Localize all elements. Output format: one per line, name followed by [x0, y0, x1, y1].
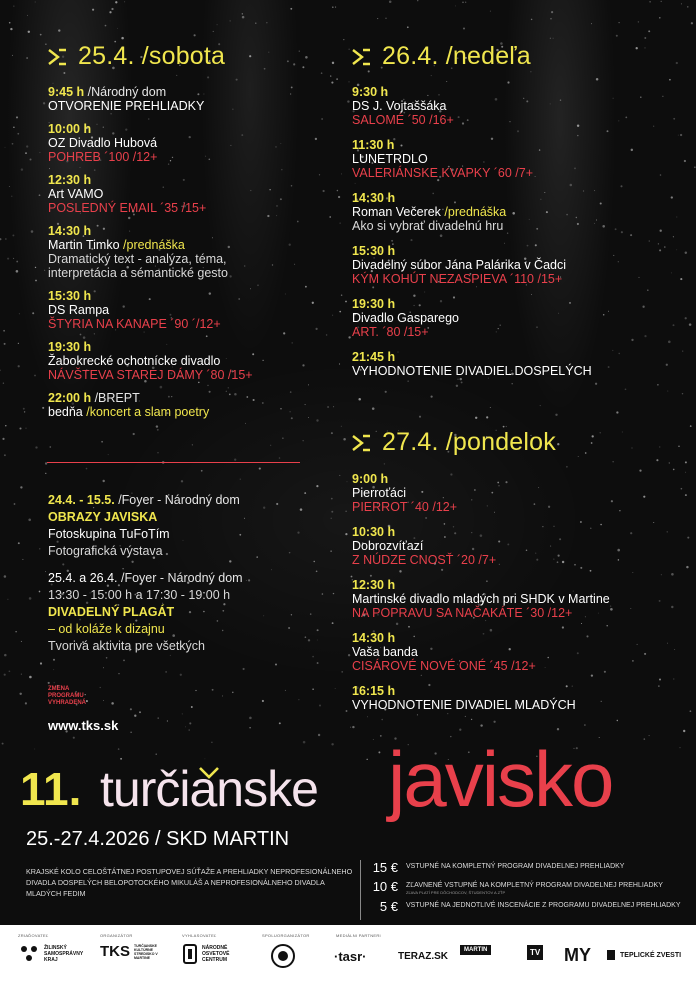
day-title: 26.4. /nedeľa	[382, 42, 531, 70]
price-item	[368, 879, 690, 895]
tasr-logo: ·tasr·	[334, 949, 367, 964]
exhibit-when: 24.4. - 15.5. /Foyer - Národný dom	[48, 493, 240, 507]
caron-mark-icon	[198, 766, 220, 780]
play-title: VALERIÁNSKE KVAPKY ´60 /7+	[352, 166, 533, 180]
program-event	[352, 472, 682, 514]
performer-name: DS J. Vojtaššáka	[352, 99, 447, 113]
play-title: KÝM KOHÚT NEZASPIEVA ´110 /15+	[352, 272, 563, 286]
price-label: VSTUPNÉ NA JEDNOTLIVÉ INSCENÁCIE Z PROGRAMU DIVADELNEJ PREHLIADKY	[406, 902, 681, 909]
event-name	[352, 698, 682, 712]
exhibit-item	[48, 570, 318, 655]
program-event	[352, 244, 672, 286]
coorganizer-logo	[270, 943, 296, 969]
performer-name: Žabokrecké ochotnícke divadlo	[48, 354, 221, 368]
performer-name: Dobrozvíťazí	[352, 539, 424, 553]
website-link[interactable]: www.tks.sk	[48, 718, 119, 733]
performer-name: Art VAMO	[48, 187, 104, 201]
program-event	[352, 350, 672, 378]
program-event	[352, 297, 672, 339]
caption-organizer: ORGANIZÁTOR	[100, 933, 133, 938]
play-title: CISÁROVÉ NOVÉ ONÉ ´45 /12+	[352, 659, 536, 673]
program-event	[48, 122, 308, 164]
event-name	[352, 258, 672, 272]
time-value: 14:30 h	[48, 224, 92, 238]
performer-name: Martin Timko	[48, 238, 120, 252]
performer-name: Pierroťáci	[352, 486, 407, 500]
event-name	[48, 354, 308, 368]
event-time	[352, 297, 672, 311]
program-event	[352, 138, 672, 180]
play-title: NA POPRAVU SA NAČAKÁTE ´30 /12+	[352, 606, 573, 620]
day-header-saturday	[46, 42, 225, 71]
time-value: 12:30 h	[48, 173, 92, 187]
time-value: 12:30 h	[352, 578, 396, 592]
event-name	[352, 364, 672, 378]
performer-name: bedňa	[48, 405, 83, 419]
event-venue: /Národný dom	[84, 85, 167, 99]
event-time	[352, 138, 672, 152]
program-event	[48, 391, 308, 419]
event-name	[48, 238, 308, 252]
teplicke-logo: TEPLICKÉ ZVESTI	[606, 949, 681, 961]
event-type: /prednáška	[440, 205, 507, 219]
sunday-program	[352, 85, 672, 389]
event-name	[48, 99, 308, 113]
exhibit-title: DIVADELNÝ PLAGÁT	[48, 605, 175, 619]
price-label: ZĽAVNENÉ VSTUPNÉ NA KOMPLETNÝ PROGRAM DIVADELNEJ PREHLIADKY	[406, 882, 663, 889]
play-title: SALOMÉ ´50 /16+	[352, 113, 454, 127]
performer-name: LUNETRDLO	[352, 152, 428, 166]
price-list	[368, 860, 690, 918]
dates-venue: 25.-27.4.2026 / SKD MARTIN	[26, 828, 290, 850]
time-value: 19:30 h	[48, 340, 92, 354]
event-name	[48, 405, 308, 419]
exhibits-section	[48, 492, 318, 655]
play-title: PIERROT ´40 /12+	[352, 500, 458, 514]
price-label: VSTUPNÉ NA KOMPLETNÝ PROGRAM DIVADELNEJ PREHLIADKY	[406, 863, 625, 870]
performer-name: VYHODNOTENIE DIVADIEL MLADÝCH	[352, 698, 576, 712]
exhibit-when: 25.4. a 26.4. /Foyer - Národný dom	[48, 571, 243, 585]
time-value: 21:45 h	[352, 350, 396, 364]
event-name	[352, 539, 682, 553]
caption-media-partners: MEDIÁLNI PARTNERI	[336, 933, 381, 938]
event-time	[48, 391, 308, 405]
play-title: POHREB ´100 /12+	[48, 150, 158, 164]
exhibit-title: OBRAZY JAVISKA	[48, 510, 158, 524]
event-name	[352, 592, 682, 606]
performer-name: OTVORENIE PREHLIADKY	[48, 99, 205, 113]
event-name	[352, 311, 672, 325]
time-value: 10:30 h	[352, 525, 396, 539]
exhibit-desc: Tvorivá aktivita pre všetkých	[48, 639, 205, 653]
event-time	[48, 85, 308, 99]
event-venue: /BREPT	[91, 391, 140, 405]
day-header-sunday	[350, 42, 531, 71]
time-value: 10:00 h	[48, 122, 92, 136]
event-name	[352, 205, 672, 219]
event-name	[352, 645, 682, 659]
event-time	[352, 684, 682, 698]
saturday-program	[48, 85, 308, 428]
tv-logo: TV	[527, 945, 543, 960]
exhibit-hours: 13:30 - 15:00 h a 17:30 - 19:00 h	[48, 588, 231, 602]
title-word-turcianske: turčianske	[100, 761, 318, 817]
price-amount: 10 €	[372, 879, 398, 894]
event-description: Dramatický text - analýza, téma,	[48, 252, 227, 266]
performer-name: DS Rampa	[48, 303, 110, 317]
time-value: 9:00 h	[352, 472, 389, 486]
program-event	[48, 340, 308, 382]
day-header-monday	[350, 428, 556, 457]
event-name	[352, 486, 682, 500]
program-event	[48, 224, 308, 280]
event-description: Ako si vybrať divadelnú hru	[352, 219, 504, 233]
event-time	[48, 224, 308, 238]
event-time	[352, 578, 682, 592]
program-event	[352, 191, 672, 233]
performer-name: VYHODNOTENIE DIVADIEL DOSPELÝCH	[352, 364, 592, 378]
program-event	[352, 684, 682, 712]
day-title: 25.4. /sobota	[78, 42, 226, 70]
price-item	[368, 860, 690, 875]
time-value: 9:45 h	[48, 85, 85, 99]
festival-description: KRAJSKÉ KOLO CELOŠTÁTNEJ POSTUPOVEJ SÚŤAŽE A PREHLIADKY NEPROFESIONÁLNEHO DIVADLA DOSPELÝCH BELOPOTOCKÉHO MIKULÁŠ A NEPROFESIONÁLNEHO DIVADLA MLADÝCH FEDIM	[26, 867, 353, 898]
event-time	[48, 289, 308, 303]
event-name	[352, 99, 672, 113]
time-value: 16:15 h	[352, 684, 396, 698]
event-time	[48, 340, 308, 354]
exhibit-item	[48, 492, 318, 560]
newspaper-icon	[606, 949, 616, 961]
event-time	[352, 350, 672, 364]
event-type: /koncert a slam poetry	[82, 405, 210, 419]
my-logo: MY	[564, 945, 591, 965]
sponsor-footer	[0, 925, 696, 984]
performer-name: Divadlo Gasparego	[352, 311, 460, 325]
play-title: NÁVŠTEVA STAREJ DÁMY ´80 /15+	[48, 368, 253, 382]
performer-name: Vaša banda	[352, 645, 418, 659]
arrow-mark-icon	[350, 46, 372, 68]
price-amount: 5 €	[379, 899, 398, 914]
section-divider	[47, 462, 300, 463]
event-time	[352, 244, 672, 258]
time-value: 14:30 h	[352, 631, 396, 645]
seal-icon	[270, 943, 296, 969]
price-item	[368, 899, 690, 914]
tks-logo: TKS TURČIANSKE KULTÚRNE STREDISKO V MARTINE	[100, 943, 158, 960]
program-change-notice: ZMENA PROGRAMU VYHRADENÁ	[48, 686, 87, 706]
performer-name: Roman Večerek	[352, 205, 441, 219]
performer-name: Divadelný súbor Jána Palárika v Čadci	[352, 258, 566, 272]
arrow-mark-icon	[350, 432, 372, 454]
program-event	[352, 578, 682, 620]
time-value: 19:30 h	[352, 297, 396, 311]
program-event	[352, 525, 682, 567]
exhibit-desc: Fotografická výstava	[48, 544, 163, 558]
caption-coorganizer: SPOLUORGANIZÁTOR	[262, 933, 310, 938]
event-name	[48, 136, 308, 150]
martin-logo: MARTIN	[460, 945, 491, 955]
program-event	[352, 631, 682, 673]
arrow-mark-icon	[46, 46, 68, 68]
event-time	[352, 85, 672, 99]
event-time	[352, 525, 682, 539]
edition-number: 11.	[20, 763, 82, 815]
program-event	[48, 289, 308, 331]
event-time	[48, 173, 308, 187]
monday-program	[352, 472, 682, 723]
price-note: ZĽAVA PLATÍ PRE DÔCHODCOV, ŠTUDENTOV A ZŤP	[406, 890, 506, 895]
play-title: Z NÚDZE CNOSŤ ´20 /7+	[352, 553, 497, 567]
event-time	[352, 472, 682, 486]
performer-name: Martinské divadlo mladých pri SHDK v Martine	[352, 592, 610, 606]
noc-logo: NÁRODNÉ OSVETOVÉ CENTRUM	[182, 943, 242, 965]
teraz-logo: TERAZ.SK	[398, 951, 448, 962]
title-word-javisko: javisko	[388, 735, 613, 823]
play-title: ŠTYRIA NA KANAPE ´90 ´/12+	[48, 317, 221, 331]
event-time	[352, 631, 682, 645]
program-event	[48, 85, 308, 113]
caption-announcer: VYHLASOVATEĽ	[182, 933, 217, 938]
region-crest-icon	[18, 943, 40, 965]
day-title: 27.4. /pondelok	[382, 428, 556, 456]
caption-founder: ZRIAĎOVATEĽ	[18, 933, 49, 938]
event-time	[48, 122, 308, 136]
exhibit-subtitle: – od koláže k dizajnu	[48, 622, 165, 636]
play-title: ART. ´80 /15+	[352, 325, 429, 339]
event-description: interpretácia a sémantické gesto	[48, 266, 228, 280]
program-event	[352, 85, 672, 127]
noc-emblem-icon	[182, 943, 198, 965]
price-amount: 15 €	[372, 860, 398, 875]
program-event	[48, 173, 308, 215]
festival-title	[20, 735, 690, 842]
time-value: 11:30 h	[352, 138, 395, 152]
divider-line	[360, 860, 361, 920]
play-title: POSLEDNÝ EMAIL ´35 /15+	[48, 201, 207, 215]
time-value: 15:30 h	[48, 289, 92, 303]
performer-name: OZ Divadlo Hubová	[48, 136, 158, 150]
time-value: 9:30 h	[352, 85, 389, 99]
event-type: /prednáška	[119, 238, 185, 252]
time-value: 14:30 h	[352, 191, 396, 205]
event-name	[48, 187, 308, 201]
time-value: 22:00 h	[48, 391, 92, 405]
exhibit-name: Fotoskupina TuFoTím	[48, 527, 170, 541]
event-time	[352, 191, 672, 205]
event-name	[352, 152, 672, 166]
event-name	[48, 303, 308, 317]
zsk-logo: ŽILINSKÝ SAMOSPRÁVNY KRAJ	[18, 943, 86, 965]
time-value: 15:30 h	[352, 244, 396, 258]
